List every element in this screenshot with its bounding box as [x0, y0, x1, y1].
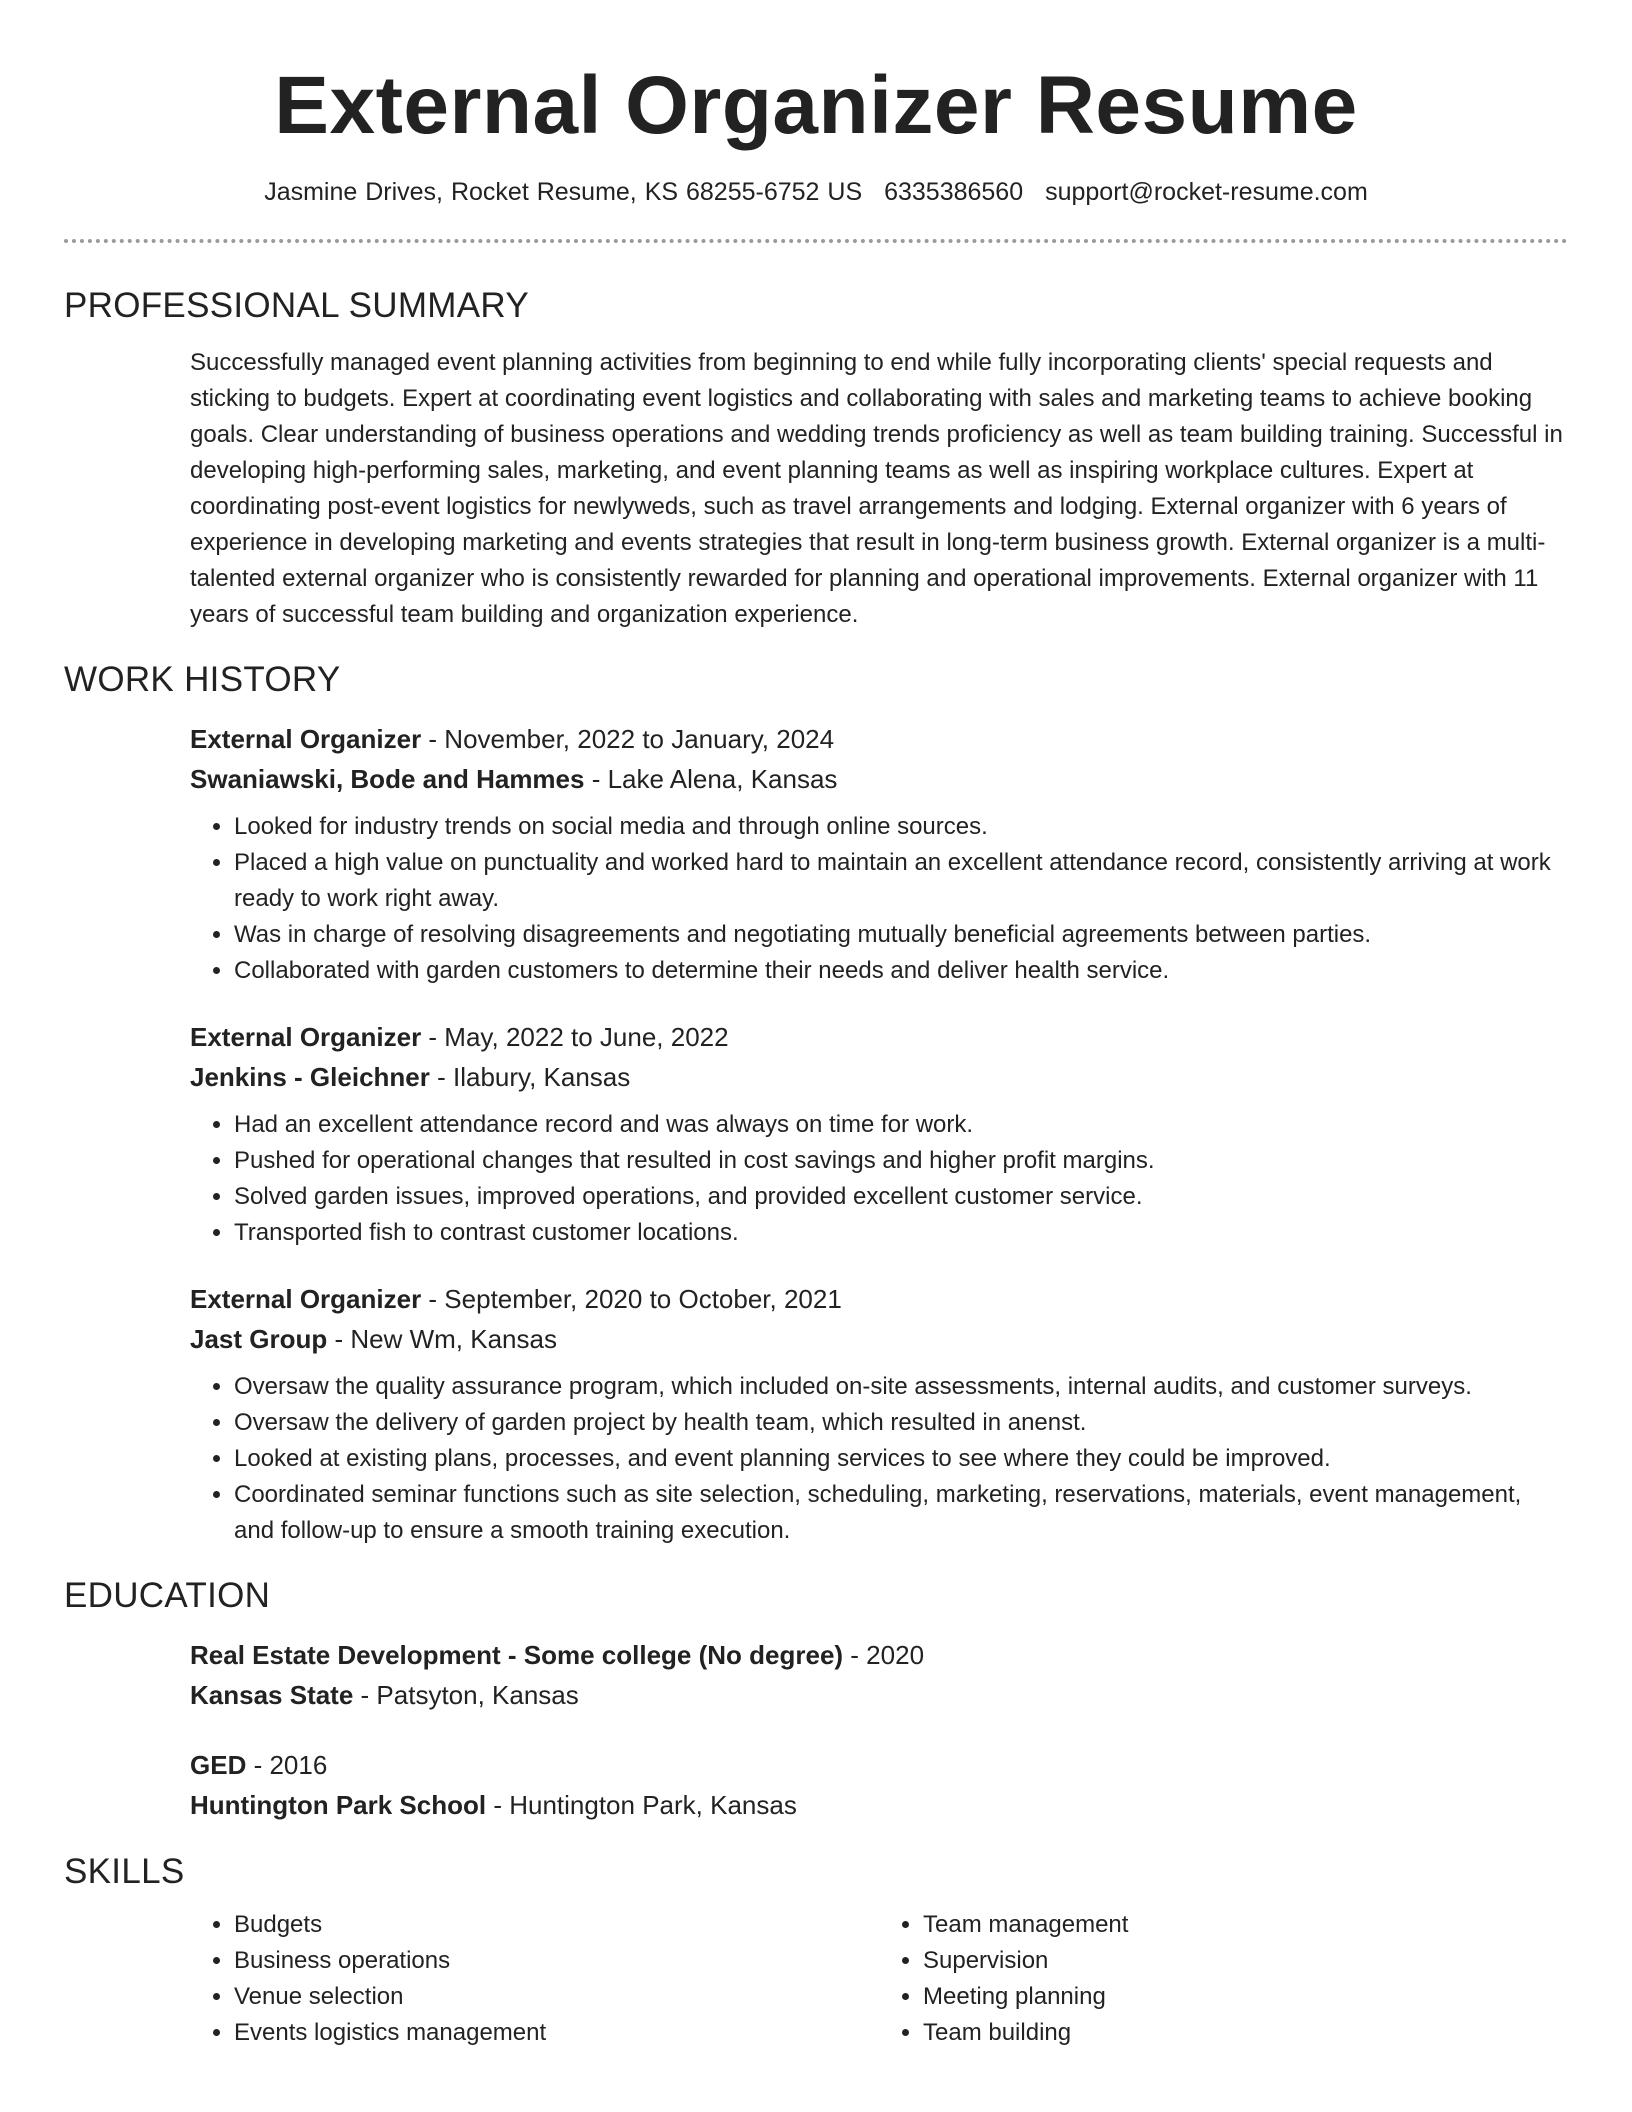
skill-item: • Supervision	[923, 1943, 1568, 1979]
job-entry	[190, 1017, 1568, 1251]
job-bullet: • Pushed for operational changes that resulted in cost savings and higher profit margins.	[234, 1143, 1568, 1179]
skills-list-right	[879, 1907, 1568, 2051]
job-title: External Organizer	[190, 1284, 422, 1314]
education-degree-line	[190, 1635, 1568, 1675]
skills-columns	[190, 1907, 1568, 2051]
contact-email[interactable]: support@rocket-resume.com	[1045, 178, 1368, 206]
job-bullet: • Coordinated seminar functions such as site selection, scheduling, marketing, reservations, materials, event management, and follow-up to ensure a smooth training execution.	[234, 1477, 1568, 1549]
skill-item: • Team building	[923, 2015, 1568, 2051]
education-year: - 2016	[246, 1750, 328, 1780]
job-location: - Lake Alena, Kansas	[584, 764, 838, 794]
resume-title: External Organizer Resume	[274, 60, 1358, 151]
education-degree: GED	[190, 1750, 247, 1780]
education-entry	[190, 1635, 1568, 1715]
education-school-line	[190, 1675, 1568, 1715]
education-location: - Patsyton, Kansas	[353, 1680, 579, 1710]
job-company: Swaniawski, Bode and Hammes	[190, 764, 585, 794]
skill-item: • Budgets	[234, 1907, 879, 1943]
job-company: Jenkins - Gleichner	[190, 1062, 430, 1092]
contact-address: Jasmine Drives, Rocket Resume, KS 68255-6752 US	[264, 178, 863, 206]
job-bullet: • Transported fish to contrast customer locations.	[234, 1215, 1568, 1251]
job-bullet: • Was in charge of resolving disagreements and negotiating mutually beneficial agreements between parties.	[234, 917, 1568, 953]
job-bullet: • Looked at existing plans, processes, and event planning services to see where they could be improved.	[234, 1441, 1568, 1477]
job-title: External Organizer	[190, 1022, 422, 1052]
education-degree: Real Estate Development - Some college (No degree)	[190, 1640, 844, 1670]
job-location: - Ilabury, Kansas	[429, 1062, 631, 1092]
education-school-line	[190, 1785, 1568, 1825]
job-location: - New Wm, Kansas	[327, 1324, 557, 1354]
job-bullet: • Solved garden issues, improved operations, and provided excellent customer service.	[234, 1179, 1568, 1215]
job-dates: - November, 2022 to January, 2024	[421, 724, 835, 754]
skill-item: • Meeting planning	[923, 1979, 1568, 2015]
job-bullet: • Placed a high value on punctuality and worked hard to maintain an excellent attendance record, consistently arriving at work ready to work right away.	[234, 845, 1568, 917]
summary-text: Successfully managed event planning activities from beginning to end while fully incorporating clients' special requests and sticking to budgets. Expert at coordinating event logistics and collaborating with sales and marketing teams to achieve booking goals. Clear understanding of business operations and wedding trends proficiency as well as team building training. Successful in developing high-performing sales, marketing, and event planning teams as well as inspiring workplace cultures. Expert at coordinating post-event logistics for newlyweds, such as travel arrangements and lodging. External organizer with 6 years of experience in developing marketing and events strategies that result in long-term business growth. External organizer is a multi-talented external organizer who is consistently rewarded for planning and operational improvements. External organizer with 11 years of successful team building and organization experience.	[190, 349, 1563, 628]
job-title-line	[190, 1017, 1568, 1057]
job-bullets	[190, 809, 1568, 989]
education-entry	[190, 1745, 1568, 1825]
job-company-line	[190, 759, 1568, 799]
skill-item: • Events logistics management	[234, 2015, 879, 2051]
education-degree-line	[190, 1745, 1568, 1785]
job-bullet: • Looked for industry trends on social media and through online sources.	[234, 809, 1568, 845]
job-dates: - May, 2022 to June, 2022	[421, 1022, 729, 1052]
job-title: External Organizer	[190, 724, 422, 754]
skills-list-left	[190, 1907, 879, 2051]
job-company-line	[190, 1319, 1568, 1359]
job-bullets	[190, 1107, 1568, 1251]
skill-item: • Business operations	[234, 1943, 879, 1979]
education-school: Kansas State	[190, 1680, 354, 1710]
job-bullet: • Oversaw the quality assurance program, which included on-site assessments, internal audits, and customer surveys.	[234, 1369, 1568, 1405]
education-location: - Huntington Park, Kansas	[486, 1790, 797, 1820]
education-school: Huntington Park School	[190, 1790, 487, 1820]
job-entry	[190, 1279, 1568, 1549]
job-bullets	[190, 1369, 1568, 1549]
contact-phone[interactable]: 6335386560	[884, 178, 1024, 206]
skill-item: • Venue selection	[234, 1979, 879, 2015]
job-company-line	[190, 1057, 1568, 1097]
section-title-education: EDUCATION	[64, 1576, 271, 1615]
section-title-skills: SKILLS	[64, 1852, 185, 1891]
section-title-work: WORK HISTORY	[64, 660, 341, 699]
section-title-summary: PROFESSIONAL SUMMARY	[64, 286, 529, 325]
job-bullet: • Collaborated with garden customers to determine their needs and deliver health service.	[234, 953, 1568, 989]
job-title-line	[190, 1279, 1568, 1319]
job-title-line	[190, 719, 1568, 759]
job-bullet: • Oversaw the delivery of garden project by health team, which resulted in anenst.	[234, 1405, 1568, 1441]
job-entry	[190, 719, 1568, 989]
education-year: - 2020	[843, 1640, 925, 1670]
job-dates: - September, 2020 to October, 2021	[421, 1284, 842, 1314]
job-bullet: • Had an excellent attendance record and was always on time for work.	[234, 1107, 1568, 1143]
header-divider	[64, 239, 1568, 243]
contact-line	[64, 178, 1568, 207]
skill-item: • Team management	[923, 1907, 1568, 1943]
job-company: Jast Group	[190, 1324, 328, 1354]
